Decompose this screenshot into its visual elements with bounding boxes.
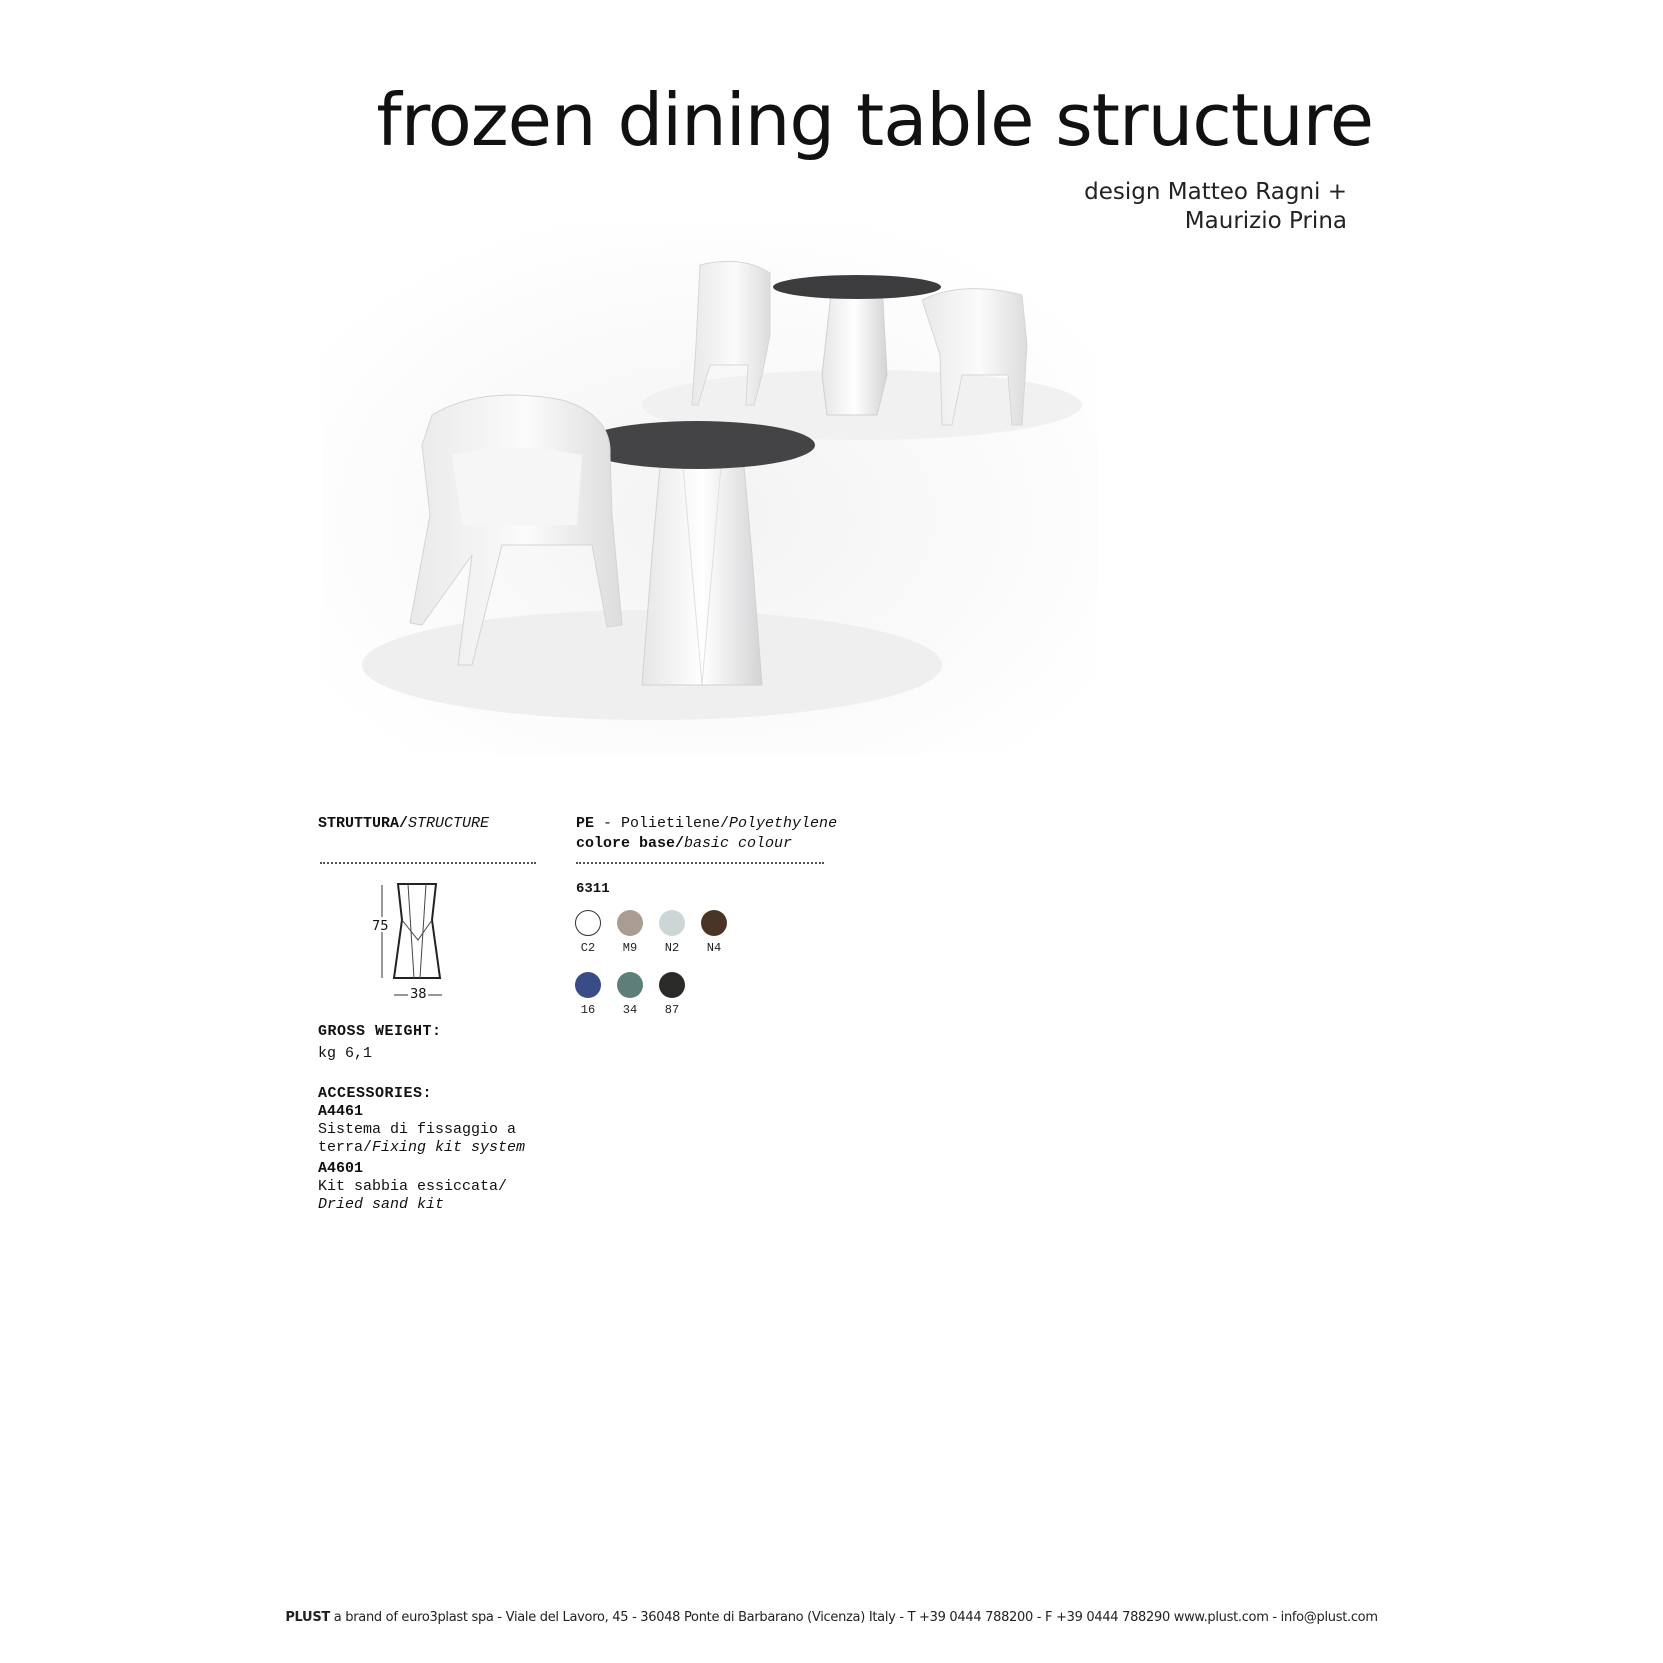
structure-label-en: STRUCTURE	[408, 815, 490, 832]
colour-label-en: basic colour	[684, 835, 793, 852]
accessories-label: ACCESSORIES:	[318, 1085, 433, 1102]
colour-swatch	[575, 910, 601, 936]
colour-code: C2	[580, 941, 596, 955]
colour-swatch	[617, 972, 643, 998]
footer	[0, 1610, 1663, 1625]
article-code: 6311	[576, 881, 610, 897]
colour-swatch	[617, 910, 643, 936]
footer-brand: PLUST	[285, 1610, 330, 1625]
gross-weight-label: GROSS WEIGHT:	[318, 1023, 442, 1040]
structure-label-it: STRUTTURA/	[318, 815, 409, 832]
accessory-desc-line1: Kit sabbia essiccata/	[318, 1178, 508, 1195]
designer-credit	[1084, 178, 1347, 236]
colour-code: 34	[622, 1003, 638, 1017]
accessory-desc-line2	[318, 1196, 444, 1213]
colour-code: M9	[622, 941, 638, 955]
material-header	[576, 815, 837, 832]
material-code: PE	[576, 815, 595, 832]
product-title: frozen dining table structure	[376, 78, 1373, 162]
accessory-desc-en: Fixing kit system	[372, 1139, 526, 1156]
material-divider	[576, 862, 824, 864]
accessory-code: A4461	[318, 1103, 364, 1120]
accessory-code: A4601	[318, 1160, 364, 1177]
gross-weight-value: kg 6,1	[318, 1045, 373, 1062]
accessory-desc-it: terra/	[318, 1139, 373, 1156]
product-photo	[322, 225, 1098, 755]
colour-header	[576, 835, 792, 852]
accessory-desc-en: Dried sand kit	[318, 1196, 445, 1213]
width-dimension: 38	[410, 987, 427, 1002]
footer-text: a brand of euro3plast spa - Viale del Lavoro, 45 - 36048 Ponte di Barbarano (Vicenza) Italy - T +39 0444 788200 - F +39 0444 788290 www.plust.com - info@plust.com	[329, 1610, 1378, 1625]
colour-label-it: colore base/	[576, 835, 685, 852]
material-name-en: Polyethylene	[729, 815, 838, 832]
designer-line-1: design Matteo Ragni +	[1084, 179, 1347, 205]
colour-swatch	[659, 972, 685, 998]
height-dimension: 75	[372, 919, 389, 934]
structure-divider	[320, 862, 536, 864]
accessory-desc-line1: Sistema di fissaggio a	[318, 1121, 517, 1138]
designer-line-2: Maurizio Prina	[1184, 208, 1347, 234]
colour-swatch	[701, 910, 727, 936]
accessory-desc-line2	[318, 1139, 525, 1156]
colour-swatch	[575, 972, 601, 998]
material-name-it: - Polietilene/	[594, 815, 730, 832]
structure-header	[318, 815, 489, 832]
colour-swatch	[659, 910, 685, 936]
colour-code: N2	[664, 941, 680, 955]
colour-code: N4	[706, 941, 722, 955]
colour-code: 87	[664, 1003, 680, 1017]
colour-code: 16	[580, 1003, 596, 1017]
